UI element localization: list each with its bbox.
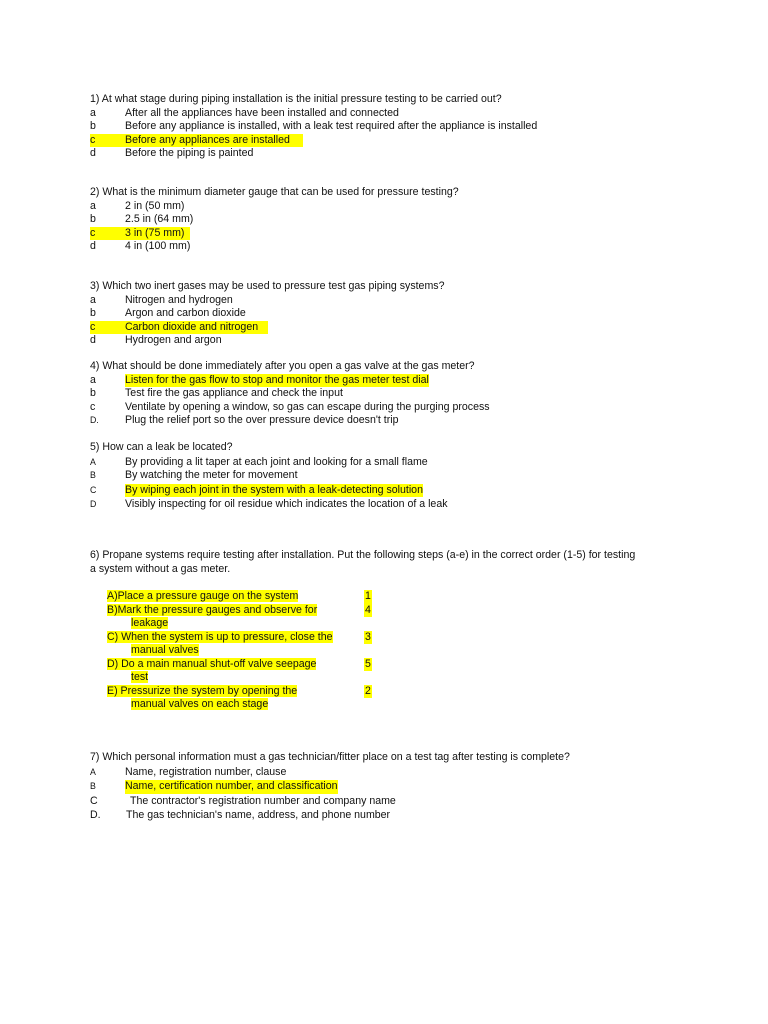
- option-letter: b: [90, 120, 96, 132]
- question-4: [90, 360, 690, 428]
- step-order-number: 4: [365, 603, 371, 616]
- option-letter: D: [90, 499, 97, 509]
- option-letter: a: [90, 106, 96, 119]
- option-letter: c: [90, 133, 96, 146]
- q5-option-a: [90, 456, 690, 470]
- step-order-number: 3: [365, 630, 371, 643]
- option-letter: C: [90, 484, 97, 495]
- option-text: Listen for the gas flow to stop and monitor the gas meter test dial: [125, 373, 429, 386]
- step-text: B)Mark the pressure gauges and observe for: [107, 603, 318, 616]
- option-text: Carbon dioxide and nitrogen: [125, 320, 259, 333]
- step-text-continued: manual valves: [131, 644, 199, 656]
- option-text: The gas technician's name, address, and phone number: [126, 809, 391, 821]
- step-text-continued: test: [131, 671, 149, 683]
- question-1-text: 1) At what stage during piping installation is the initial pressure testing to be carried out?: [90, 93, 502, 105]
- q2-option-d: [90, 240, 690, 254]
- option-text: Argon and carbon dioxide: [125, 307, 246, 319]
- option-text: 3 in (75 mm): [125, 226, 185, 239]
- step-order-number: 1: [365, 590, 371, 602]
- q5-option-b: [90, 469, 690, 483]
- question-6-text-line2: a system without a gas meter.: [90, 562, 231, 575]
- q4-option-b: [90, 387, 690, 401]
- option-letter: d: [90, 147, 96, 159]
- option-text: By wiping each joint in the system with a leak-detecting solution: [125, 483, 423, 496]
- question-5-text: 5) How can a leak be located?: [90, 441, 233, 453]
- question-5: [90, 441, 690, 512]
- option-text: Name, registration number, clause: [125, 765, 287, 778]
- option-letter: c: [90, 226, 96, 239]
- step-text: A)Place a pressure gauge on the system: [107, 590, 299, 602]
- option-text: Name, certification number, and classification: [125, 780, 338, 792]
- step-c: [107, 631, 407, 658]
- step-text-continued: manual valves on each stage: [131, 698, 269, 710]
- step-text: E) Pressurize the system by opening the: [107, 684, 298, 697]
- q7-option-d: [90, 809, 690, 823]
- question-7-text: 7) Which personal information must a gas technician/fitter place on a test tag after testing is complete?: [90, 751, 570, 763]
- q3-option-d: [90, 334, 690, 348]
- option-letter: A: [90, 456, 96, 467]
- step-b: [107, 604, 407, 631]
- option-text: The contractor's registration number and company name: [130, 794, 396, 807]
- option-letter: D.: [90, 809, 101, 821]
- q1-option-c-correct: [90, 134, 690, 148]
- option-letter: C: [90, 794, 98, 807]
- option-letter: D.: [90, 415, 99, 425]
- option-letter: b: [90, 387, 96, 399]
- question-6: [90, 549, 690, 576]
- q4-option-d: [90, 414, 690, 428]
- question-4-text: 4) What should be done immediately after you open a gas valve at the gas meter?: [90, 360, 475, 372]
- option-text: Visibly inspecting for oil residue which indicates the location of a leak: [125, 498, 448, 510]
- question-6-text-line1: 6) Propane systems require testing after installation. Put the following steps (a-e) in the correct order (1-5) for testing: [90, 549, 636, 561]
- option-letter: d: [90, 240, 96, 252]
- option-text: 2 in (50 mm): [125, 199, 185, 212]
- step-text-continued: leakage: [131, 617, 169, 629]
- question-2-text: 2) What is the minimum diameter gauge that can be used for pressure testing?: [90, 186, 459, 198]
- option-text: By providing a lit taper at each joint and looking for a small flame: [125, 455, 428, 468]
- option-letter: c: [90, 400, 96, 413]
- step-d: [107, 658, 407, 685]
- option-letter: a: [90, 293, 96, 306]
- q1-option-b: [90, 120, 690, 134]
- question-1: [90, 93, 690, 161]
- option-letter: d: [90, 334, 96, 346]
- q5-option-c-correct: [90, 484, 690, 498]
- step-text: D) Do a main manual shut-off valve seepage: [107, 657, 317, 670]
- question-7: [90, 751, 690, 823]
- q2-option-c-correct: [90, 227, 690, 241]
- option-letter: B: [90, 781, 96, 791]
- question-3-text: 3) Which two inert gases may be used to pressure test gas piping systems?: [90, 280, 445, 292]
- option-text: Plug the relief port so the over pressure device doesn't trip: [125, 414, 399, 426]
- option-text: 2.5 in (64 mm): [125, 213, 194, 225]
- option-text: 4 in (100 mm): [125, 240, 191, 252]
- option-letter: a: [90, 373, 96, 386]
- q1-option-a: [90, 107, 690, 121]
- option-text: Ventilate by opening a window, so gas can escape during the purging process: [125, 400, 490, 413]
- option-text: Hydrogen and argon: [125, 334, 222, 346]
- step-order-number: 5: [365, 657, 371, 670]
- q7-option-c: [90, 795, 690, 809]
- question-2: [90, 186, 690, 254]
- option-text: Test fire the gas appliance and check the input: [125, 387, 343, 399]
- q1-option-d: [90, 147, 690, 161]
- q7-option-a: [90, 766, 690, 780]
- option-letter: B: [90, 470, 96, 480]
- option-text: After all the appliances have been installed and connected: [125, 106, 399, 119]
- q3-option-a: [90, 294, 690, 308]
- q4-option-c: [90, 401, 690, 415]
- option-letter: c: [90, 320, 96, 333]
- step-a: [107, 590, 407, 604]
- option-text: Before any appliance is installed, with a leak test required after the appliance is installed: [125, 120, 538, 132]
- q4-option-a-correct: [90, 374, 690, 388]
- option-text: Before the piping is painted: [125, 147, 254, 159]
- option-letter: b: [90, 307, 96, 319]
- q3-option-b: [90, 307, 690, 321]
- ordering-steps: [107, 590, 407, 712]
- option-text: Before any appliances are installed: [125, 133, 290, 146]
- q5-option-d: [90, 498, 690, 512]
- option-text: Nitrogen and hydrogen: [125, 293, 233, 306]
- step-order-number: 2: [365, 684, 371, 697]
- q2-option-a: [90, 200, 690, 214]
- option-text: By watching the meter for movement: [125, 469, 298, 481]
- option-letter: A: [90, 766, 96, 777]
- q3-option-c-correct: [90, 321, 690, 335]
- option-letter: a: [90, 199, 96, 212]
- question-3: [90, 280, 690, 348]
- q2-option-b: [90, 213, 690, 227]
- option-letter: b: [90, 213, 96, 225]
- step-text: C) When the system is up to pressure, close the: [107, 630, 333, 643]
- q7-option-b-correct: [90, 780, 690, 794]
- step-e: [107, 685, 407, 712]
